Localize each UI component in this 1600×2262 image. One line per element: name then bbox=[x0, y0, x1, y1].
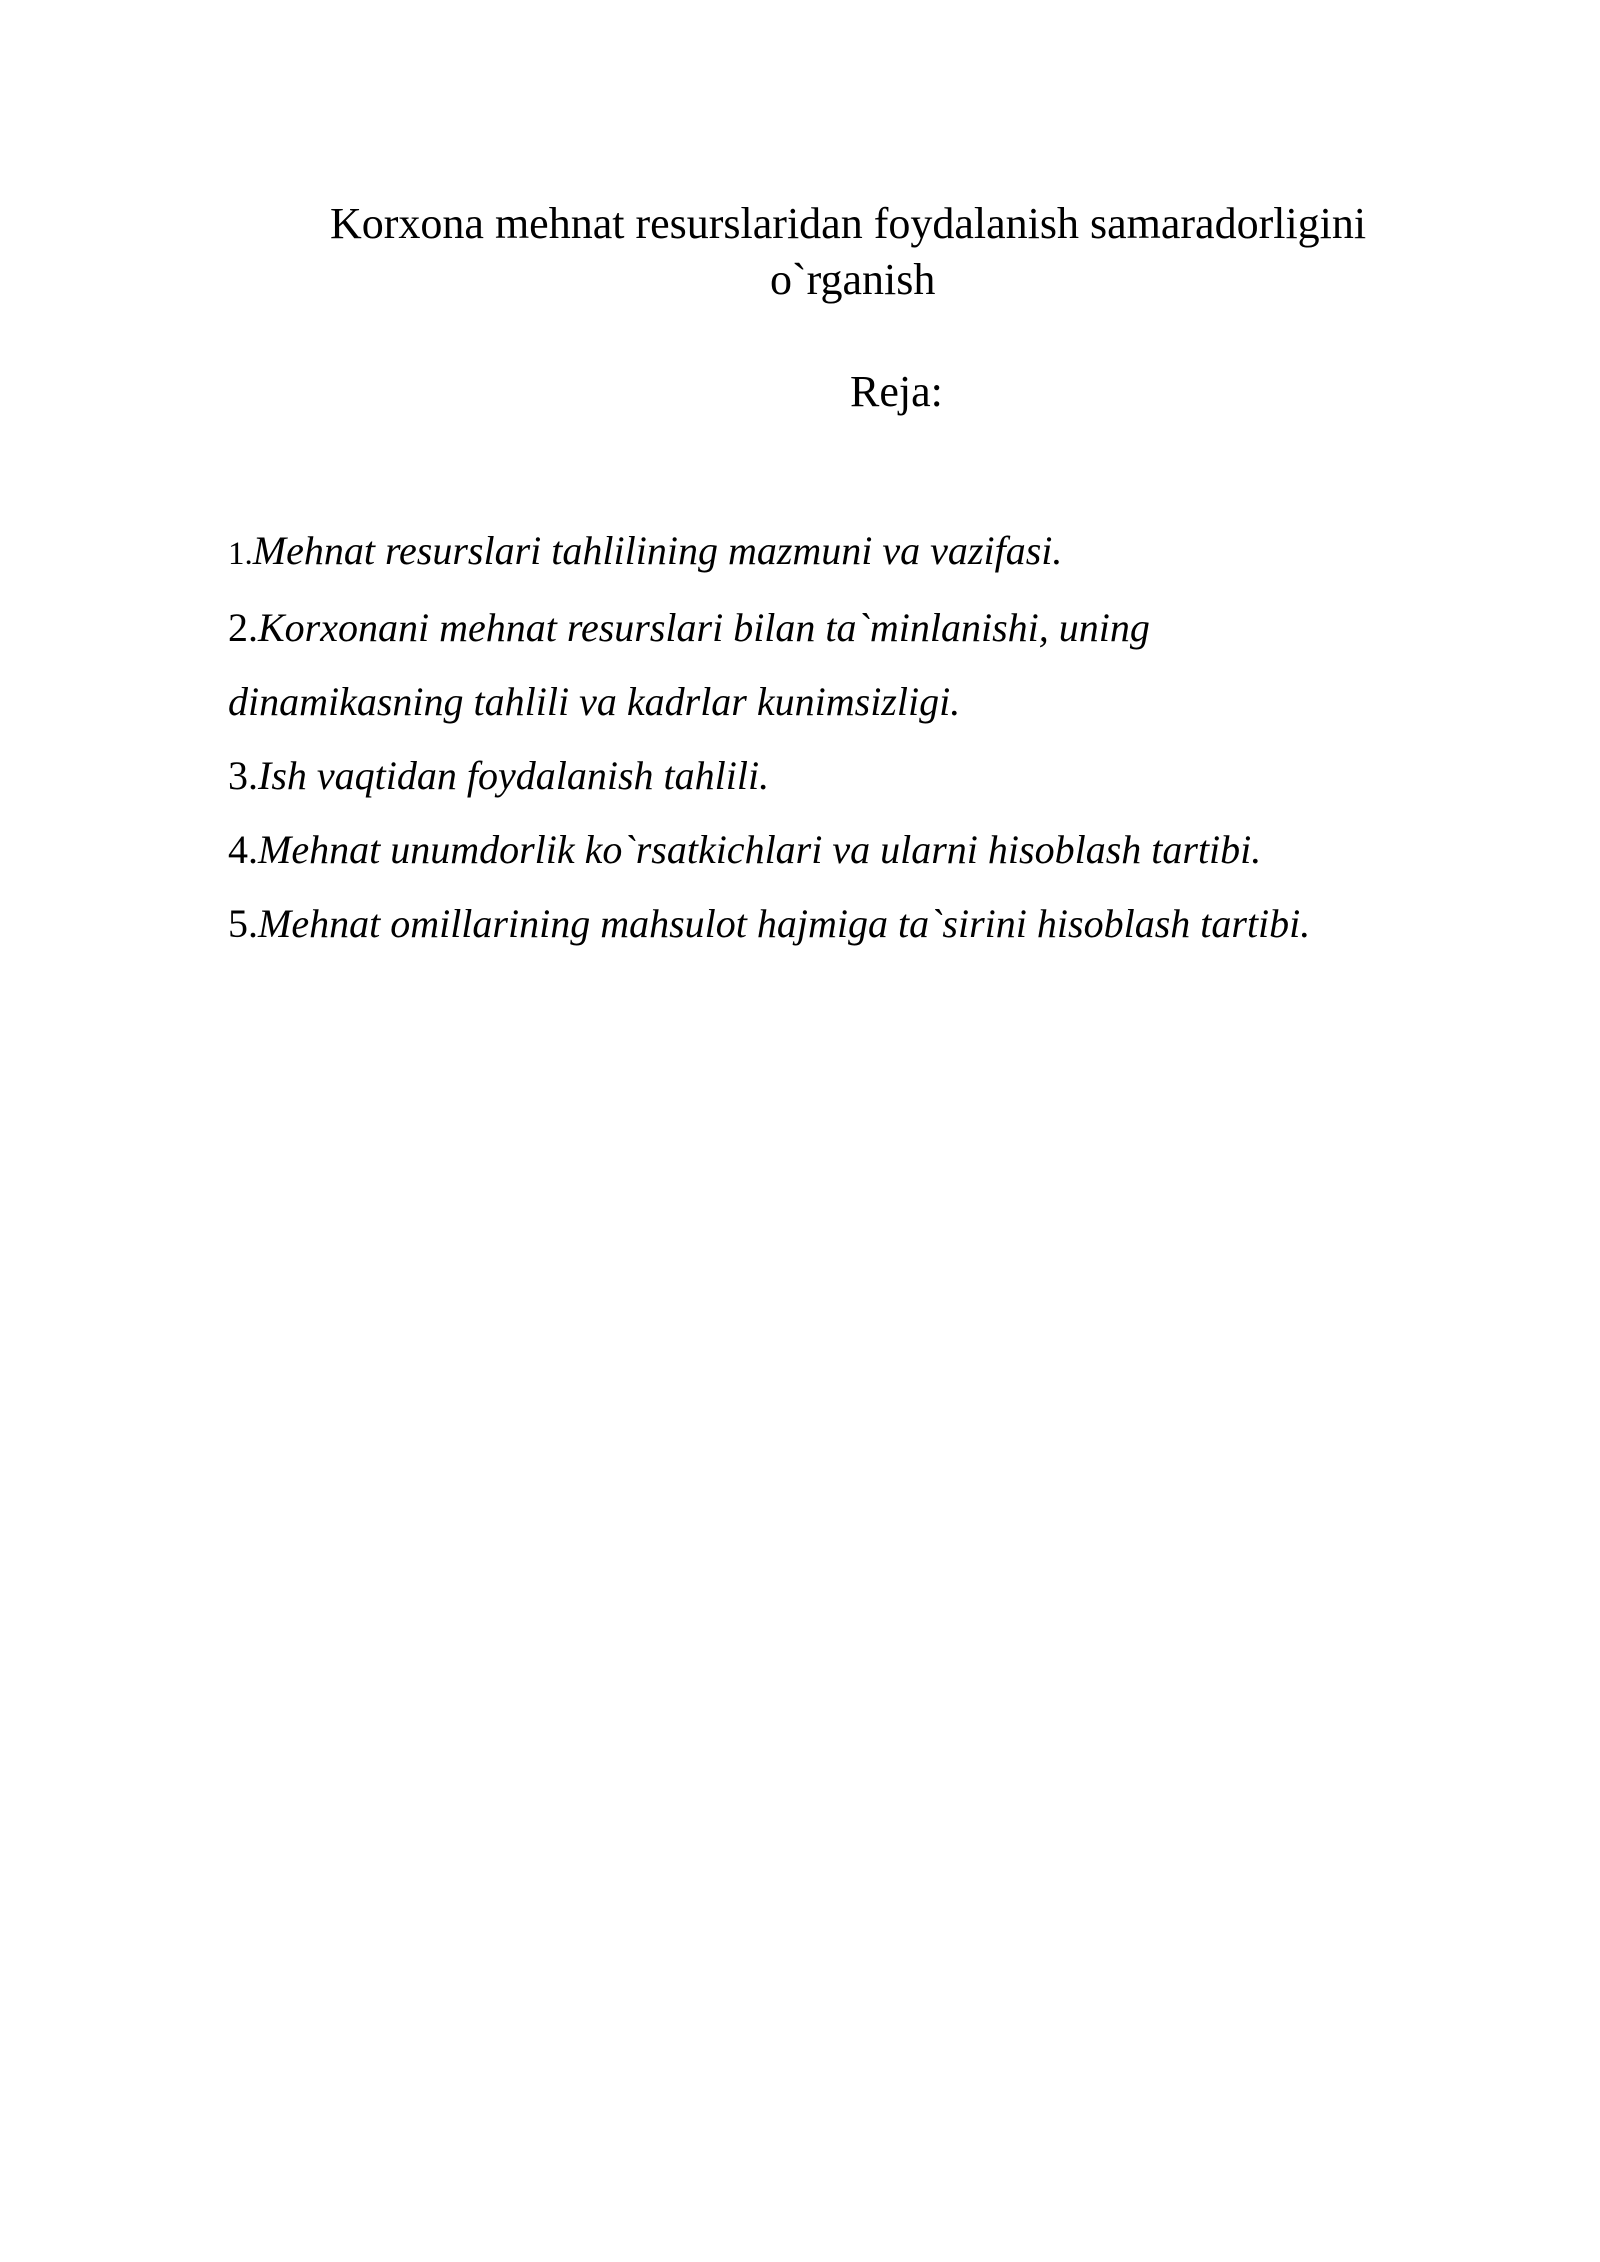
plan-item-text: Ish vaqtidan foydalanish tahlili. bbox=[258, 753, 770, 798]
plan-item-text: Korxonani mehnat resurslari bilan ta`minlanishi, uning bbox=[258, 605, 1150, 650]
plan-item-3 bbox=[228, 739, 1528, 813]
plan-item-1 bbox=[228, 514, 1528, 591]
plan-item-number: 2. bbox=[228, 605, 258, 650]
plan-item-text: Mehnat unumdorlik ko`rsatkichlari va ularni hisoblash tartibi. bbox=[258, 827, 1262, 872]
document-title-line-1: Korxona mehnat resurslaridan foydalanish samaradorligini bbox=[330, 199, 1367, 248]
document-title bbox=[330, 196, 1490, 308]
plan-item-text: Mehnat omillarining mahsulot hajmiga ta`sirini hisoblash tartibi. bbox=[258, 901, 1311, 946]
plan-item-number: 5. bbox=[228, 901, 258, 946]
plan-item-2-continuation bbox=[228, 665, 1528, 739]
plan-item-text: Mehnat resurslari tahlilining mazmuni va vazifasi. bbox=[252, 528, 1063, 573]
document-title-line-2: o`rganish bbox=[770, 255, 936, 304]
plan-item-number: 3. bbox=[228, 753, 258, 798]
plan-heading: Reja: bbox=[850, 367, 943, 416]
plan-item-4 bbox=[228, 813, 1528, 887]
plan-item-text: dinamikasning tahlili va kadrlar kunimsizligi. bbox=[228, 679, 961, 724]
plan-item-5 bbox=[228, 887, 1528, 961]
plan-item-2 bbox=[228, 591, 1528, 665]
plan-item-number: 1. bbox=[228, 536, 253, 572]
plan-item-number: 4. bbox=[228, 827, 258, 872]
plan-list bbox=[228, 514, 1528, 961]
